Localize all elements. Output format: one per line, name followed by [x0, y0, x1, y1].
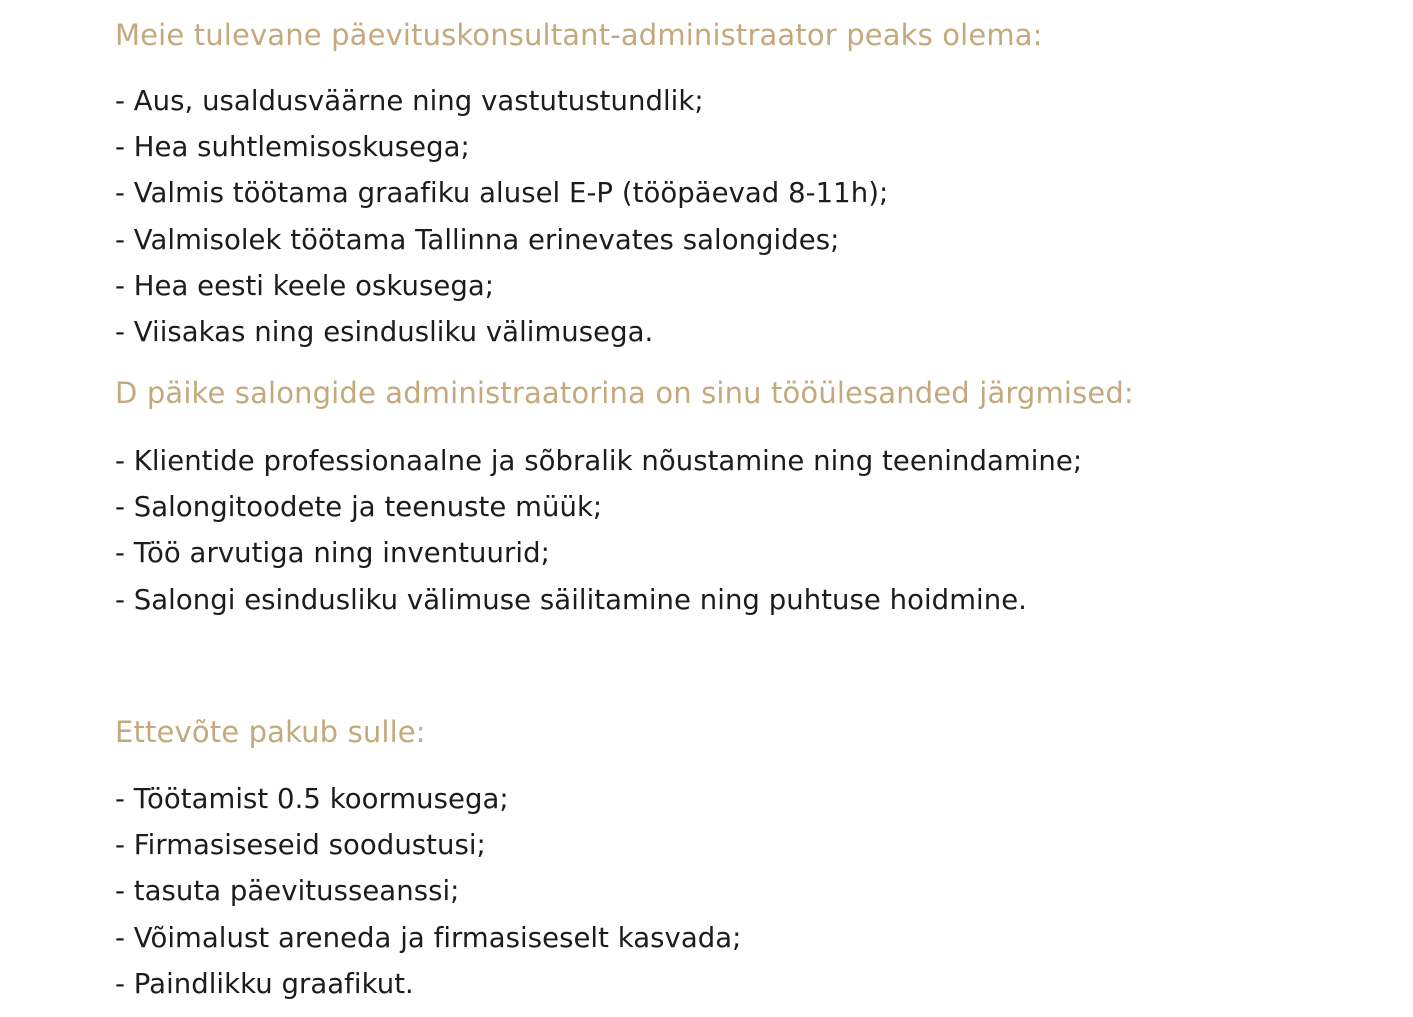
benefits-list: [115, 776, 741, 1007]
list-item: - Salongitoodete ja teenuste müük;: [115, 491, 603, 524]
requirements-list: [115, 78, 888, 355]
duties-list: [115, 438, 1082, 623]
list-item: - Viisakas ning esindusliku välimusega.: [115, 316, 654, 349]
list-item: - Hea suhtlemisoskusega;: [115, 131, 470, 164]
requirements-heading: Meie tulevane päevituskonsultant-administraator peaks olema:: [115, 18, 1043, 52]
list-item: - tasuta päevitusseanssi;: [115, 875, 460, 908]
list-item: - Valmisolek töötama Tallinna erinevates salongides;: [115, 223, 840, 256]
list-item: - Aus, usaldusväärne ning vastutustundlik;: [115, 85, 704, 117]
list-item: - Hea eesti keele oskusega;: [115, 269, 495, 302]
list-item: - Salongi esindusliku välimuse säilitamine ning puhtuse hoidmine.: [115, 583, 1027, 616]
list-item: - Võimalust areneda ja firmasiseselt kasvada;: [115, 921, 742, 954]
duties-heading: D päike salongide administraatorina on sinu tööülesanded järgmised:: [115, 376, 1134, 410]
list-item: - Valmis töötama graafiku alusel E-P (tööpäevad 8-11h);: [115, 177, 889, 210]
list-item: - Paindlikku graafikut.: [115, 967, 414, 1000]
list-item: - Töö arvutiga ning inventuurid;: [115, 537, 550, 570]
benefits-heading: Ettevõte pakub sulle:: [115, 715, 426, 749]
list-item: - Firmasiseseid soodustusi;: [115, 829, 486, 862]
list-item: - Töötamist 0.5 koormusega;: [115, 783, 509, 815]
list-item: - Klientide professionaalne ja sõbralik nõustamine ning teenindamine;: [115, 445, 1083, 477]
